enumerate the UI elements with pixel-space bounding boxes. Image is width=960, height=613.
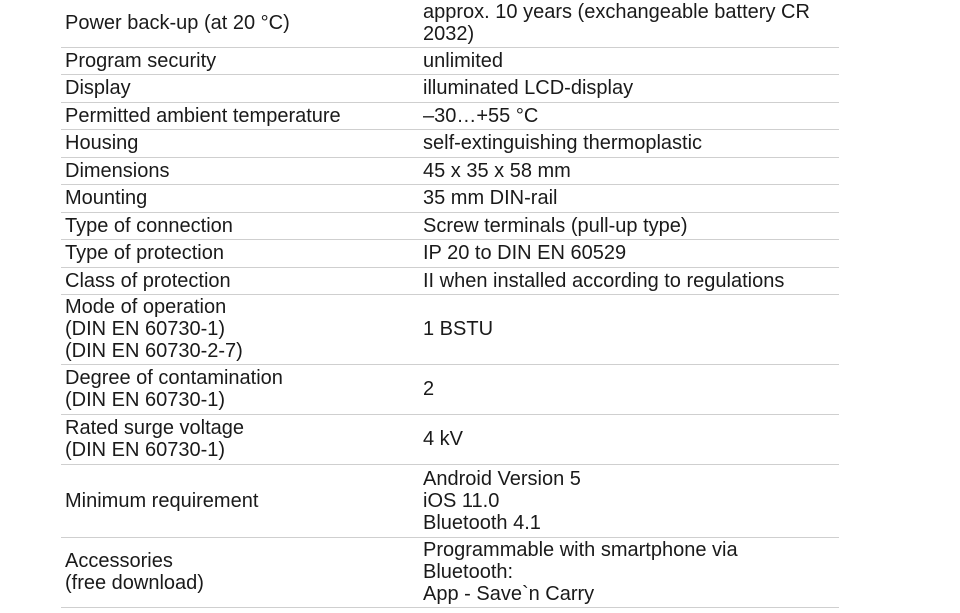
spec-value: Programmable with smartphone via Bluetooth: App - Save`n Carry	[419, 537, 839, 607]
spec-value: approx. 10 years (exchangeable battery CR 2032)	[419, 0, 839, 47]
table-row	[61, 464, 839, 537]
spec-value: IP 20 to DIN EN 60529	[419, 239, 839, 267]
spec-value: unlimited	[419, 47, 839, 74]
spec-label: Program security	[61, 47, 419, 74]
spec-value: Android Version 5 iOS 11.0 Bluetooth 4.1	[419, 464, 839, 537]
spec-label: Dimensions	[61, 157, 419, 184]
spec-value: 4 kV	[419, 414, 839, 464]
spec-label: Degree of contamination (DIN EN 60730-1)	[61, 364, 419, 414]
table-row	[61, 0, 839, 47]
spec-label: Permitted ambient temperature	[61, 102, 419, 129]
spec-value: 45 x 35 x 58 mm	[419, 157, 839, 184]
table-row	[61, 294, 839, 364]
table-row	[61, 102, 839, 129]
spec-value: illuminated LCD-display	[419, 74, 839, 102]
table-row	[61, 364, 839, 414]
spec-value: 35 mm DIN-rail	[419, 184, 839, 212]
table-row	[61, 212, 839, 239]
table-row	[61, 184, 839, 212]
spec-label: Accessories (free download)	[61, 537, 419, 607]
spec-label: Mode of operation (DIN EN 60730-1) (DIN EN 60730-2-7)	[61, 294, 419, 364]
spec-label: Mounting	[61, 184, 419, 212]
spec-value: II when installed according to regulations	[419, 267, 839, 294]
spec-value: 1 BSTU	[419, 294, 839, 364]
spec-value: 2	[419, 364, 839, 414]
table-row	[61, 537, 839, 607]
spec-label: Type of protection	[61, 239, 419, 267]
spec-label: Rated surge voltage (DIN EN 60730-1)	[61, 414, 419, 464]
table-row	[61, 47, 839, 74]
table-row	[61, 157, 839, 184]
specifications-table	[61, 0, 839, 608]
table-row	[61, 267, 839, 294]
table-row	[61, 414, 839, 464]
spec-value: –30…+55 °C	[419, 102, 839, 129]
spec-value: self-extinguishing thermoplastic	[419, 129, 839, 157]
table-row	[61, 239, 839, 267]
spec-label: Type of connection	[61, 212, 419, 239]
table-row	[61, 74, 839, 102]
spec-label: Minimum requirement	[61, 464, 419, 537]
spec-value: Screw terminals (pull-up type)	[419, 212, 839, 239]
spec-label: Display	[61, 74, 419, 102]
spec-label: Housing	[61, 129, 419, 157]
table-row	[61, 129, 839, 157]
spec-label: Class of protection	[61, 267, 419, 294]
spec-label: Power back-up (at 20 °C)	[61, 0, 419, 47]
